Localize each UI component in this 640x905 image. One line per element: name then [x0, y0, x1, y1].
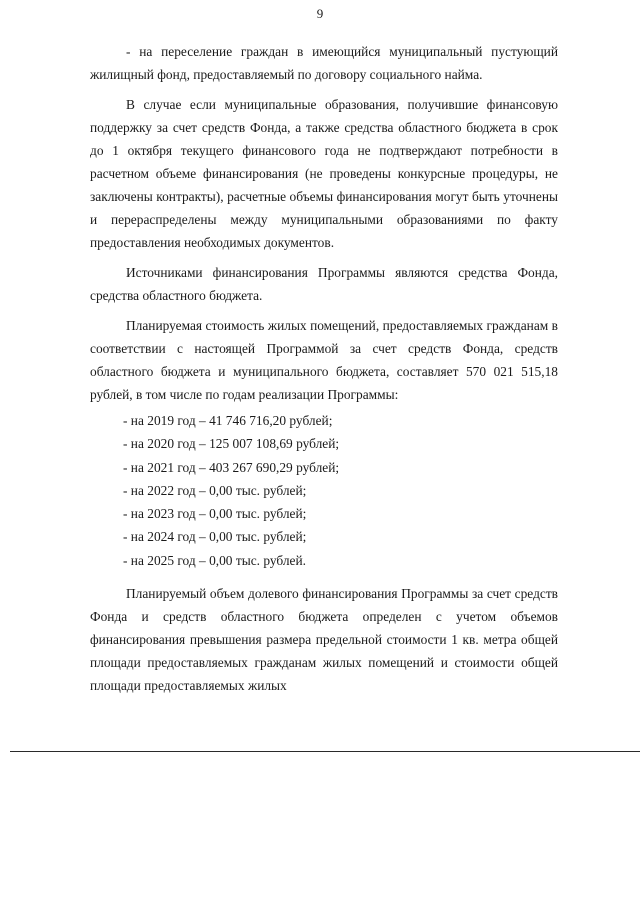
paragraph-redistribution: В случае если муниципальные образования, получившие финансовую поддержку за счет средств Фонда, а также средства областного бюджета в срок до 1 октября текущего финансового года не подтверждают потребности в расчетном объеме финансирования (не проведены конкурсные процедуры, не заключены контракты), расчетные объемы финансирования могут быть уточнены и перераспределены между муниципальными образованиями по факту предоставления необходимых документов. — [90, 97, 558, 250]
list-item: - на 2019 год – 41 746 716,20 рублей; — [123, 413, 333, 428]
paragraph-funding-sources: Источниками финансирования Программы являются средства Фонда, средства областного бюджета. — [90, 265, 558, 303]
list-item: - на 2023 год – 0,00 тыс. рублей; — [123, 506, 307, 522]
page-number: 9 — [316, 6, 324, 21]
list-item: - на 2020 год – 125 007 108,69 рублей; — [123, 436, 340, 452]
paragraph-shared-financing: Планируемый объем долевого финансирования Программы за счет средств Фонда и средств областного бюджета определен с учетом объемов финансирования превышения размера предельной стоимости 1 кв. метра общей площади предоставляемых гражданам жилых помещений и стоимости общей площади предоставляемых жилых — [90, 586, 558, 694]
list-item: - на 2021 год – 403 267 690,29 рублей; — [123, 459, 340, 475]
list-item: - на 2025 год – 0,00 тыс. рублей. — [123, 552, 306, 568]
document-body — [90, 40, 558, 704]
footer-divider — [10, 751, 640, 752]
list-item: - на 2024 год – 0,00 тыс. рублей; — [123, 529, 307, 545]
paragraph-resettlement: - на переселение граждан в имеющийся муниципальный пустующий жилищный фонд, предоставляемый по договору социального найма. — [90, 44, 558, 82]
list-item: - на 2022 год – 0,00 тыс. рублей; — [123, 482, 307, 498]
year-funding-list — [90, 409, 558, 572]
paragraph-planned-cost: Планируемая стоимость жилых помещений, предоставляемых гражданам в соответствии с настоящей Программой за счет средств Фонда, средств областного бюджета и муниципального бюджета, составляет 570 021 515,18 рублей, в том числе по годам реализации Программы: — [90, 318, 558, 402]
